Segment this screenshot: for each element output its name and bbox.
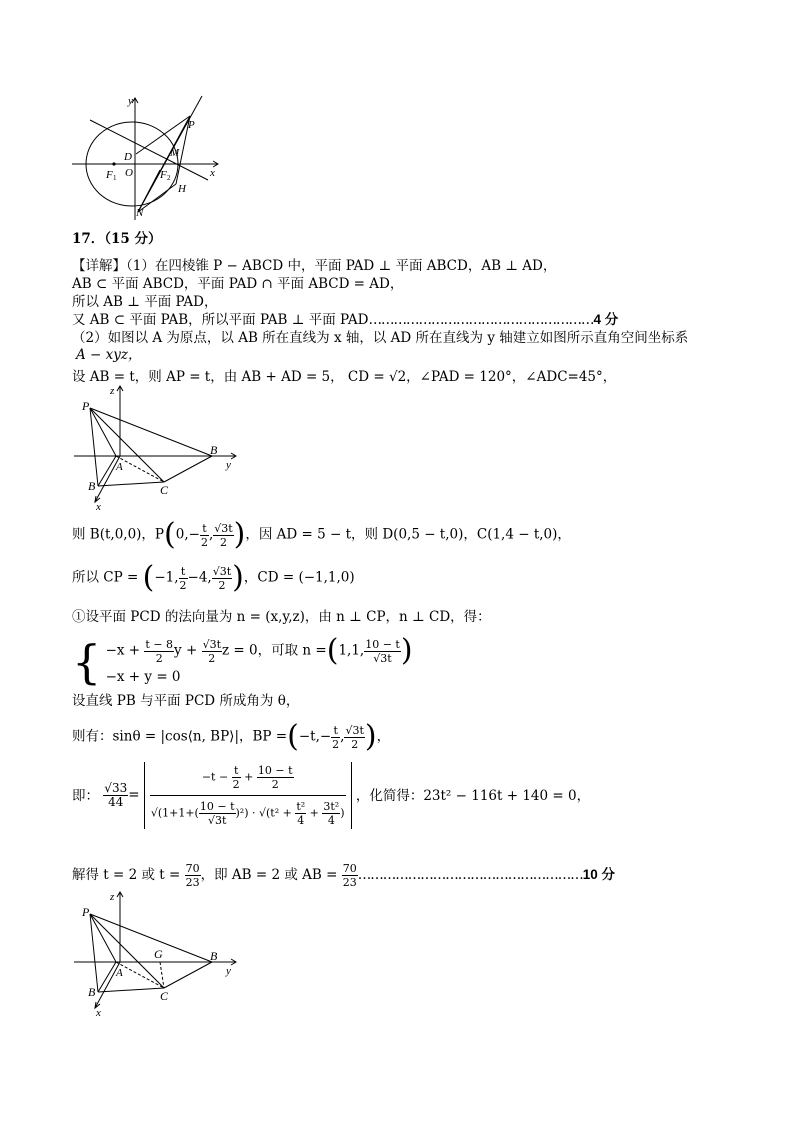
axis-z-label: z [110,891,115,903]
point-b2-label: B [88,479,96,493]
axis-x-label: x [96,501,101,513]
part2-line1: （2）如图以 A 为原点，以 AB 所在直线为 x 轴，以 AD 所在直线为 y 轴建立如图所示直角空间坐标系 [72,330,689,346]
point-a-label: A [116,461,123,473]
vector-cp-line: 所以 CP = (−1, $\frac{t}{2}$ −4, $\frac{√3t}{2}$ )，CD = (−1,1,0) [72,560,355,595]
big-equation: 即： $\frac{√33}{44}$ = −t − $\frac{t}{2}$ + $\frac{10 - t}{2}$ √(1+1+( $\frac{10 - t}{√3t}$ )²) · √(t² + $\frac{\text{t²}}{4}$ + $\frac{\text{3t²}}{4}$ ) ，化简得：23t² − 116t + 140 = 0， [72,764,591,827]
point-d-label: D [124,151,132,163]
axis-y-label: y [128,95,133,107]
point-a-label: A [116,967,123,979]
axis-y-label: y [226,459,231,471]
point-p-label: P [188,119,195,131]
sin-line: 则有：sinθ = |cos⟨n, BP⟩|，BP =(−t,− $\frac{t}{2}$ , $\frac{√3t}{2}$ )， [72,719,391,754]
point-f1-label: F [106,169,113,181]
part1-line2: AB ⊂ 平面 ABCD，平面 PAD ∩ 平面 ABCD = AD， [72,276,404,292]
point-n-label: N [136,207,144,219]
axis-x-label: x [210,167,215,179]
point-m-label: M [170,147,180,159]
score-10: 10 分 [582,867,615,882]
point-p-label: P [82,399,90,413]
axis-z-label: z [110,385,115,397]
coords-line: 则 B(t,0,0)，P(0,− $\frac{t}{2}$ , $\frac{√3t}{2}$ )，因 AD = 5 − t，则 D(0,5 − t,0)，C(1,4 − t,0)， [72,517,571,552]
problem-number: 17．（15 分） [72,231,162,247]
point-p-label: P [82,905,90,919]
part2-line3: 设 AB = t，则 AP = t，由 AB + AD = 5， CD = √2，∠PAD = 120°，∠ADC=45°， [72,369,617,385]
axis-y-label: y [226,965,231,977]
point-g-label: G [154,947,163,961]
point-c-label: C [160,989,169,1003]
ellipse-figure [68,92,228,224]
pyramid-figure-1 [70,382,250,514]
normal-vector-line: ①设平面 PCD 的法向量为 n = (x,y,z)，由 n ⊥ CP，n ⊥ CD，得： [72,609,491,625]
equation-system: { −x + $\frac{t - 8}{2}$ y + $\frac{√3t}{2}$ z = 0，可取 n =(1,1, $\frac{10 - t}{√3t}$ ) −x + y = 0 [72,633,413,689]
point-b-label: B [210,949,218,963]
point-c-label: C [160,483,169,497]
part1-line3: 所以 AB ⊥ 平面 PAD， [72,294,218,310]
axis-x-label: x [96,1007,101,1019]
point-b-label: B [210,443,218,457]
score-4: 4 分 [593,312,619,327]
part2-line2: A − xyz， [76,347,142,363]
point-f2-subscript: 2 [167,174,171,182]
point-f1-subscript: 1 [113,174,117,182]
part1-line4: 又 AB ⊂ 平面 PAB，所以平面 PAB ⊥ 平面 PAD………………………………………………4 分 [72,312,619,328]
point-f2-label: F [160,169,167,181]
point-b2-label: B [88,985,96,999]
solve-line: 解得 t = 2 或 t = $\frac{70}{23}$ ，即 AB = 2 或 AB = $\frac{70}{23}$ ………………………………………………10 分 [72,862,615,889]
point-h-label: H [178,183,186,195]
angle-line: 设直线 PB 与平面 PCD 所成角为 θ， [72,693,300,709]
origin-label: O [125,167,133,179]
part1-line4-text: 又 AB ⊂ 平面 PAB，所以平面 PAB ⊥ 平面 PAD [72,312,369,328]
pyramid-figure-2 [70,888,250,1020]
part1-line1: 【详解】（1）在四棱锥 P − ABCD 中，平面 PAD ⊥ 平面 ABCD，AB ⊥ AD， [72,258,557,274]
